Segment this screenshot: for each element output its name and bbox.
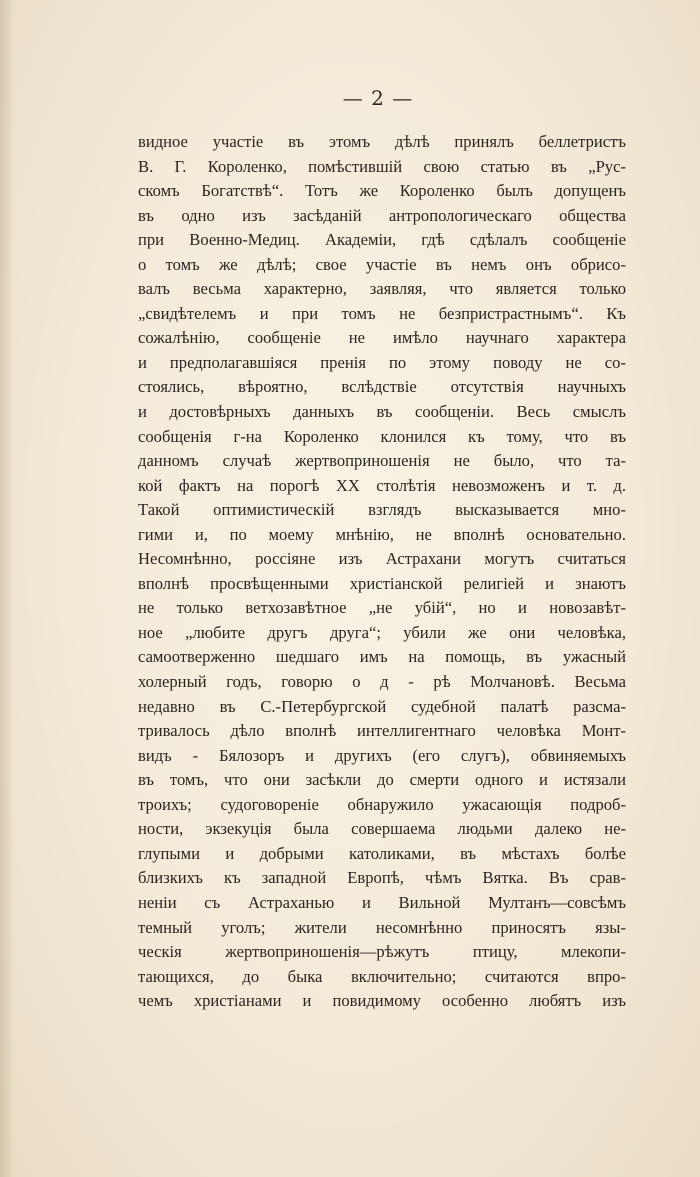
text-line: о томъ же дѣлѣ; свое участіе въ немъ онъ обрисо-: [138, 254, 626, 274]
text-line: сообщенія г-на Короленко клонился къ тому, что въ: [138, 426, 626, 446]
text-line: данномъ случаѣ жертвоприношенія не было, что та-: [138, 451, 626, 471]
text-line: тающихся, до быка включительно; считаются впро-: [138, 966, 626, 986]
text-line: недавно въ С.-Петербургской судебной палатѣ разсма-: [138, 696, 626, 716]
text-line: видное участіе въ этомъ дѣлѣ принялъ беллетристъ: [138, 132, 626, 151]
text-line: въ томъ, что они засѣкли до смерти одного и истязали: [138, 770, 626, 790]
text-line: кой фактъ на порогѣ XX столѣтія невозможенъ и т. д.: [138, 475, 626, 495]
text-line: видъ - Бялозоръ и другихъ (его слугъ), обвиняемыхъ: [138, 745, 626, 765]
text-line: и предполагавшіяся пренія по этому поводу не со-: [138, 352, 626, 372]
text-line: вполнѣ просвѣщенными христіанской религіей и знаютъ: [138, 573, 626, 593]
text-line: и достовѣрныхъ данныхъ въ сообщеніи. Весь смыслъ: [138, 402, 626, 422]
page-edge-shadow: [0, 0, 14, 1177]
text-line: стоялись, вѣроятно, вслѣдствіе отсутствія научныхъ: [138, 377, 626, 397]
text-line: гими и, по моему мнѣнію, не вполнѣ основательно.: [138, 524, 626, 544]
text-line: при Военно-Медиц. Академіи, гдѣ сдѣлалъ сообщеніе: [138, 230, 626, 250]
page-number: — 2 —: [342, 86, 414, 110]
text-line: самоотверженно шедшаго имъ на помощь, въ ужасный: [138, 647, 626, 667]
text-line: не только ветхозавѣтное „не убій“, но и новозавѣт-: [138, 598, 626, 618]
text-line: близкихъ къ западной Европѣ, чѣмъ Вятка. Въ срав-: [138, 868, 626, 888]
text-line: сожалѣнію, сообщеніе не имѣло научнаго характера: [138, 328, 626, 348]
body-text: [138, 130, 626, 1014]
text-line: холерный годъ, говорю о д - рѣ Молчановѣ. Весьма: [138, 672, 626, 692]
text-line: ческія жертвоприношенія—рѣжутъ птицу, млекопи-: [138, 942, 626, 962]
text-line: глупыми и добрыми католиками, въ мѣстахъ болѣе: [138, 843, 626, 863]
text-line: въ одно изъ засѣданій антропологическаго общества: [138, 205, 626, 225]
text-line: валъ весьма характерно, заявляя, что является только: [138, 279, 626, 299]
text-line: Несомнѣнно, россіяне изъ Астрахани могутъ считаться: [138, 549, 626, 569]
text-line: скомъ Богатствѣ“. Тотъ же Короленко былъ допущенъ: [138, 181, 626, 201]
text-line: неніи съ Астраханью и Вильной Мултанъ—совсѣмъ: [138, 892, 626, 912]
text-line: Такой оптимистическій взглядъ высказывается мно-: [138, 500, 626, 520]
text-line: чемъ христіанами и повидимому особенно любятъ изъ: [138, 991, 626, 1011]
text-line: „свидѣтелемъ и при томъ не безпристрастнымъ“. Къ: [138, 303, 626, 323]
text-line: ности, экзекуція была совершаема людьми далеко не-: [138, 819, 626, 839]
text-line: тривалось дѣло вполнѣ интеллигентнаго человѣка Монт-: [138, 721, 626, 741]
text-line: темный уголъ; жители несомнѣнно приносятъ язы-: [138, 917, 626, 937]
text-line: В. Г. Короленко, помѣстившій свою статью въ „Рус-: [138, 156, 626, 176]
text-line: ное „любите другъ друга“; убили же они человѣка,: [138, 622, 626, 642]
text-line: троихъ; судоговореніе обнаружило ужасающія подроб-: [138, 794, 626, 814]
